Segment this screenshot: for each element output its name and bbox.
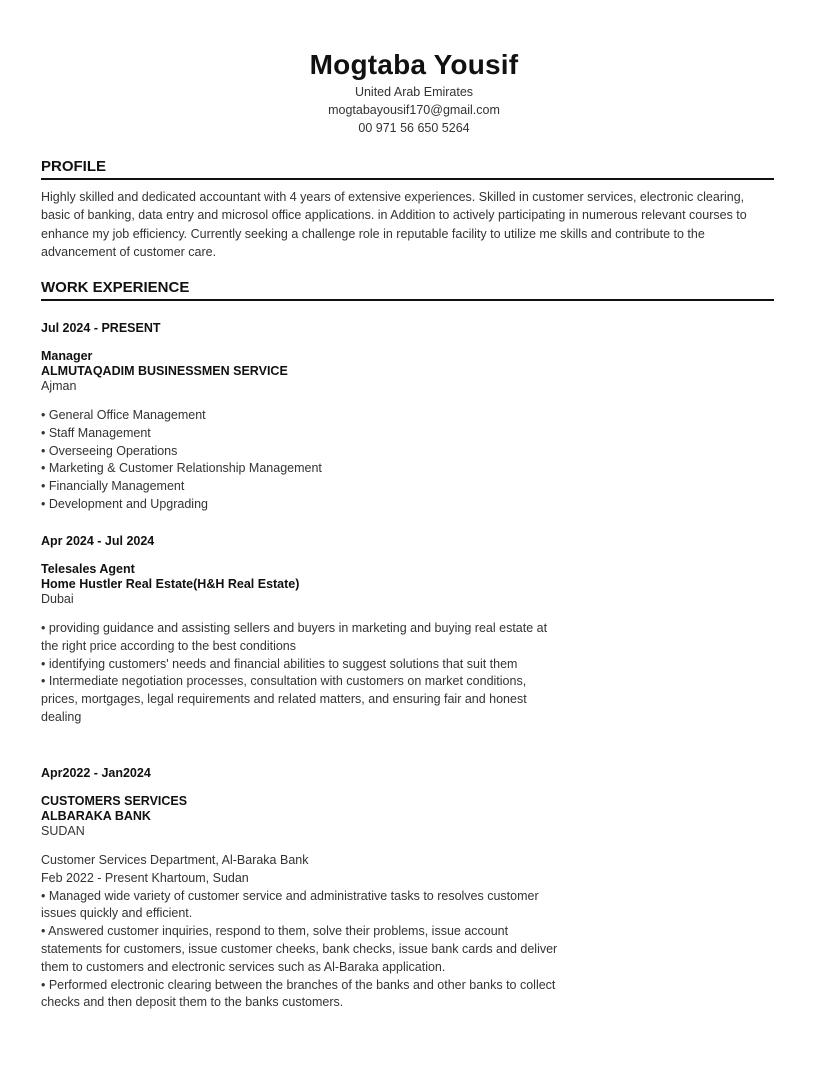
contact-location: United Arab Emirates xyxy=(354,85,474,99)
candidate-name: Mogtaba Yousif xyxy=(309,49,519,80)
list-item: • Managed wide variety of customer service and administrative tasks to resolves customer issues quickly and efficient. xyxy=(41,888,539,921)
list-item: • Intermediate negotiation processes, consultation with customers on market conditions, prices, mortgages, legal requirements and related matters, and ensuring fair and honest dealing xyxy=(41,674,527,724)
job-role: Telesales Agent xyxy=(41,562,135,576)
job-duties xyxy=(41,852,774,1012)
list-item: • Overseeing Operations xyxy=(41,443,178,458)
list-item: • Marketing & Customer Relationship Management xyxy=(41,461,322,476)
work-experience-heading: WORK EXPERIENCE xyxy=(41,279,774,301)
list-item: • Answered customer inquiries, respond to them, solve their problems, issue account statements for customers, issue customer cheeks, bank checks, issue bank cards and deliver them to customers and electronic services such as Al-Baraka application. xyxy=(41,924,558,974)
list-item: • Development and Upgrading xyxy=(41,496,208,511)
list-item: • Performed electronic clearing between the branches of the banks and other banks to collect checks and then deposit them to the banks customers. xyxy=(41,977,556,1010)
job-location: Dubai xyxy=(41,592,74,606)
job-location: SUDAN xyxy=(41,824,85,838)
job-company: ALBARAKA BANK xyxy=(41,809,151,823)
list-item: • providing guidance and assisting sellers and buyers in marketing and buying real estate at the right price according to the best conditions xyxy=(41,621,548,653)
list-item: • identifying customers' needs and financial abilities to suggest solutions that suit them xyxy=(41,656,518,671)
list-item: Customer Services Department, Al-Baraka Bank xyxy=(41,853,309,867)
list-item: Feb 2022 - Present Khartoum, Sudan xyxy=(41,870,249,885)
profile-heading: PROFILE xyxy=(41,158,774,180)
job-entry-telesales xyxy=(41,532,774,727)
job-dates: Apr2022 - Jan2024 xyxy=(41,766,151,780)
contact-phone: 00 971 56 650 5264 xyxy=(358,121,470,135)
job-role: Manager xyxy=(41,349,93,363)
job-duties xyxy=(41,620,774,727)
job-duties xyxy=(41,407,774,514)
job-dates: Apr 2024 - Jul 2024 xyxy=(41,534,155,548)
job-entry-customer-services xyxy=(41,764,774,1012)
list-item: • General Office Management xyxy=(41,408,206,422)
job-role: CUSTOMERS SERVICES xyxy=(41,794,188,808)
job-entry-manager xyxy=(41,319,774,514)
job-company: Home Hustler Real Estate(H&H Real Estate) xyxy=(41,577,300,591)
resume-header xyxy=(0,48,828,137)
job-location: Ajman xyxy=(41,379,77,393)
list-item: • Financially Management xyxy=(41,479,185,494)
profile-summary: Highly skilled and dedicated accountant with 4 years of extensive experiences. Skilled in customer services, electronic clearing, basic of banking, data entry and microsol office applications. in Addition to actively participating in numerous relevant courses to enhance my job efficiency. Currently seeking a challenge role in reputable facility to utilize me skills and contribute to the advancement of customer care. xyxy=(41,190,747,259)
list-item: • Staff Management xyxy=(41,425,151,440)
contact-email: mogtabayousif170@gmail.com xyxy=(328,103,500,117)
job-dates: Jul 2024 - PRESENT xyxy=(41,321,161,335)
job-company: ALMUTAQADIM BUSINESSMEN SERVICE xyxy=(41,364,288,378)
